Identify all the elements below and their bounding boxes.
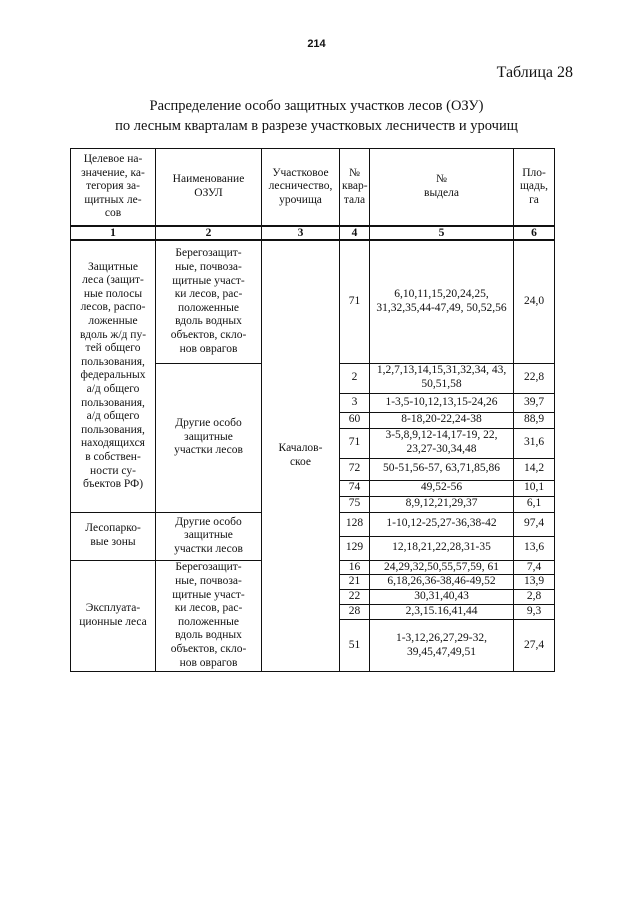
vydel-cell: 1-3,5-10,12,13,15-24,26 [370,393,514,412]
area-cell: 88,9 [514,412,555,428]
header-purpose: Целевое на- значение, ка- тегория за- щитных ле- сов [71,149,156,227]
area-cell: 24,0 [514,240,555,363]
kvartal-cell: 22 [340,590,370,605]
area-cell: 97,4 [514,512,555,536]
header-kvartal: № квар- тала [340,149,370,227]
kvartal-cell: 28 [340,605,370,620]
header-area: Пло- щадь, га [514,149,555,227]
vydel-cell: 6,18,26,36-38,46-49,52 [370,575,514,590]
group-protective-forests: Защитные леса (защит- ные полосы лесов, распо- ложенные вдоль ж/д пу- тей общего пользования, федеральных а/д общего пользования, а/д общего пользования, находящихся в собствен- ности су- бъектов РФ) [71,240,156,512]
area-cell: 22,8 [514,363,555,393]
vydel-cell: 1-3,12,26,27,29-32, 39,45,47,49,51 [370,620,514,672]
column-number: 6 [514,226,555,240]
area-cell: 27,4 [514,620,555,672]
kvartal-cell: 60 [340,412,370,428]
vydel-cell: 24,29,32,50,55,57,59, 61 [370,560,514,575]
kvartal-cell: 71 [340,240,370,363]
column-number: 3 [262,226,340,240]
area-cell: 10,1 [514,480,555,496]
area-cell: 31,6 [514,428,555,458]
column-number: 1 [71,226,156,240]
forestry-name: Качалов- ское [262,240,340,672]
vydel-cell: 30,31,40,43 [370,590,514,605]
kvartal-cell: 128 [340,512,370,536]
column-number: 5 [370,226,514,240]
table-row [71,240,555,363]
column-number: 2 [156,226,262,240]
header-vydel: № выдела [370,149,514,227]
kvartal-cell: 74 [340,480,370,496]
kvartal-cell: 75 [340,496,370,512]
vydel-cell: 1,2,7,13,14,15,31,32,34, 43, 50,51,58 [370,363,514,393]
kvartal-cell: 71 [340,428,370,458]
area-cell: 9,3 [514,605,555,620]
area-cell: 13,6 [514,536,555,560]
kvartal-cell: 2 [340,363,370,393]
ozu-table [70,148,555,672]
header-ozul-name: Наименование ОЗУЛ [156,149,262,227]
vydel-cell: 6,10,11,15,20,24,25, 31,32,35,44-47,49, 50,52,56 [370,240,514,363]
vydel-cell: 2,3,15.16,41,44 [370,605,514,620]
vydel-cell: 3-5,8,9,12-14,17-19, 22, 23,27-30,34,48 [370,428,514,458]
area-cell: 14,2 [514,458,555,480]
vydel-cell: 8-18,20-22,24-38 [370,412,514,428]
kvartal-cell: 16 [340,560,370,575]
vydel-cell: 1-10,12-25,27-36,38-42 [370,512,514,536]
group-park-zones: Лесопарко- вые зоны [71,512,156,560]
table-label: Таблица 28 [496,64,573,81]
vydel-cell: 8,9,12,21,29,37 [370,496,514,512]
vydel-cell: 49,52-56 [370,480,514,496]
table-title [0,96,633,136]
column-number: 4 [340,226,370,240]
title-line-2: по лесным кварталам в разрезе участковых лесничеств и урочищ [115,118,518,134]
kvartal-cell: 3 [340,393,370,412]
vydel-cell: 12,18,21,22,28,31-35 [370,536,514,560]
title-line-1: Распределение особо защитных участков лесов (ОЗУ) [149,98,484,114]
vydel-cell: 50-51,56-57, 63,71,85,86 [370,458,514,480]
area-cell: 13,9 [514,575,555,590]
ozul-name-other: Другие особо защитные участки лесов [156,512,262,560]
kvartal-cell: 72 [340,458,370,480]
column-number-row [71,226,555,240]
area-cell: 39,7 [514,393,555,412]
kvartal-cell: 51 [340,620,370,672]
group-exploitation-forests: Эксплуата- ционные леса [71,560,156,672]
kvartal-cell: 129 [340,536,370,560]
kvartal-cell: 21 [340,575,370,590]
ozul-name-bereg: Берегозащит- ные, почвоза- щитные участ- ки лесов, рас- положенные вдоль водных объектов, скло- нов оврагов [156,560,262,672]
header-forestry: Участковое лесничество, урочища [262,149,340,227]
area-cell: 2,8 [514,590,555,605]
table-header-row [71,149,555,227]
ozul-name-other: Другие особо защитные участки лесов [156,363,262,512]
page-number: 214 [307,38,326,50]
ozul-name-bereg: Берегозащит- ные, почвоза- щитные участ- ки лесов, рас- положенные вдоль водных объектов, скло- нов оврагов [156,240,262,363]
area-cell: 7,4 [514,560,555,575]
area-cell: 6,1 [514,496,555,512]
